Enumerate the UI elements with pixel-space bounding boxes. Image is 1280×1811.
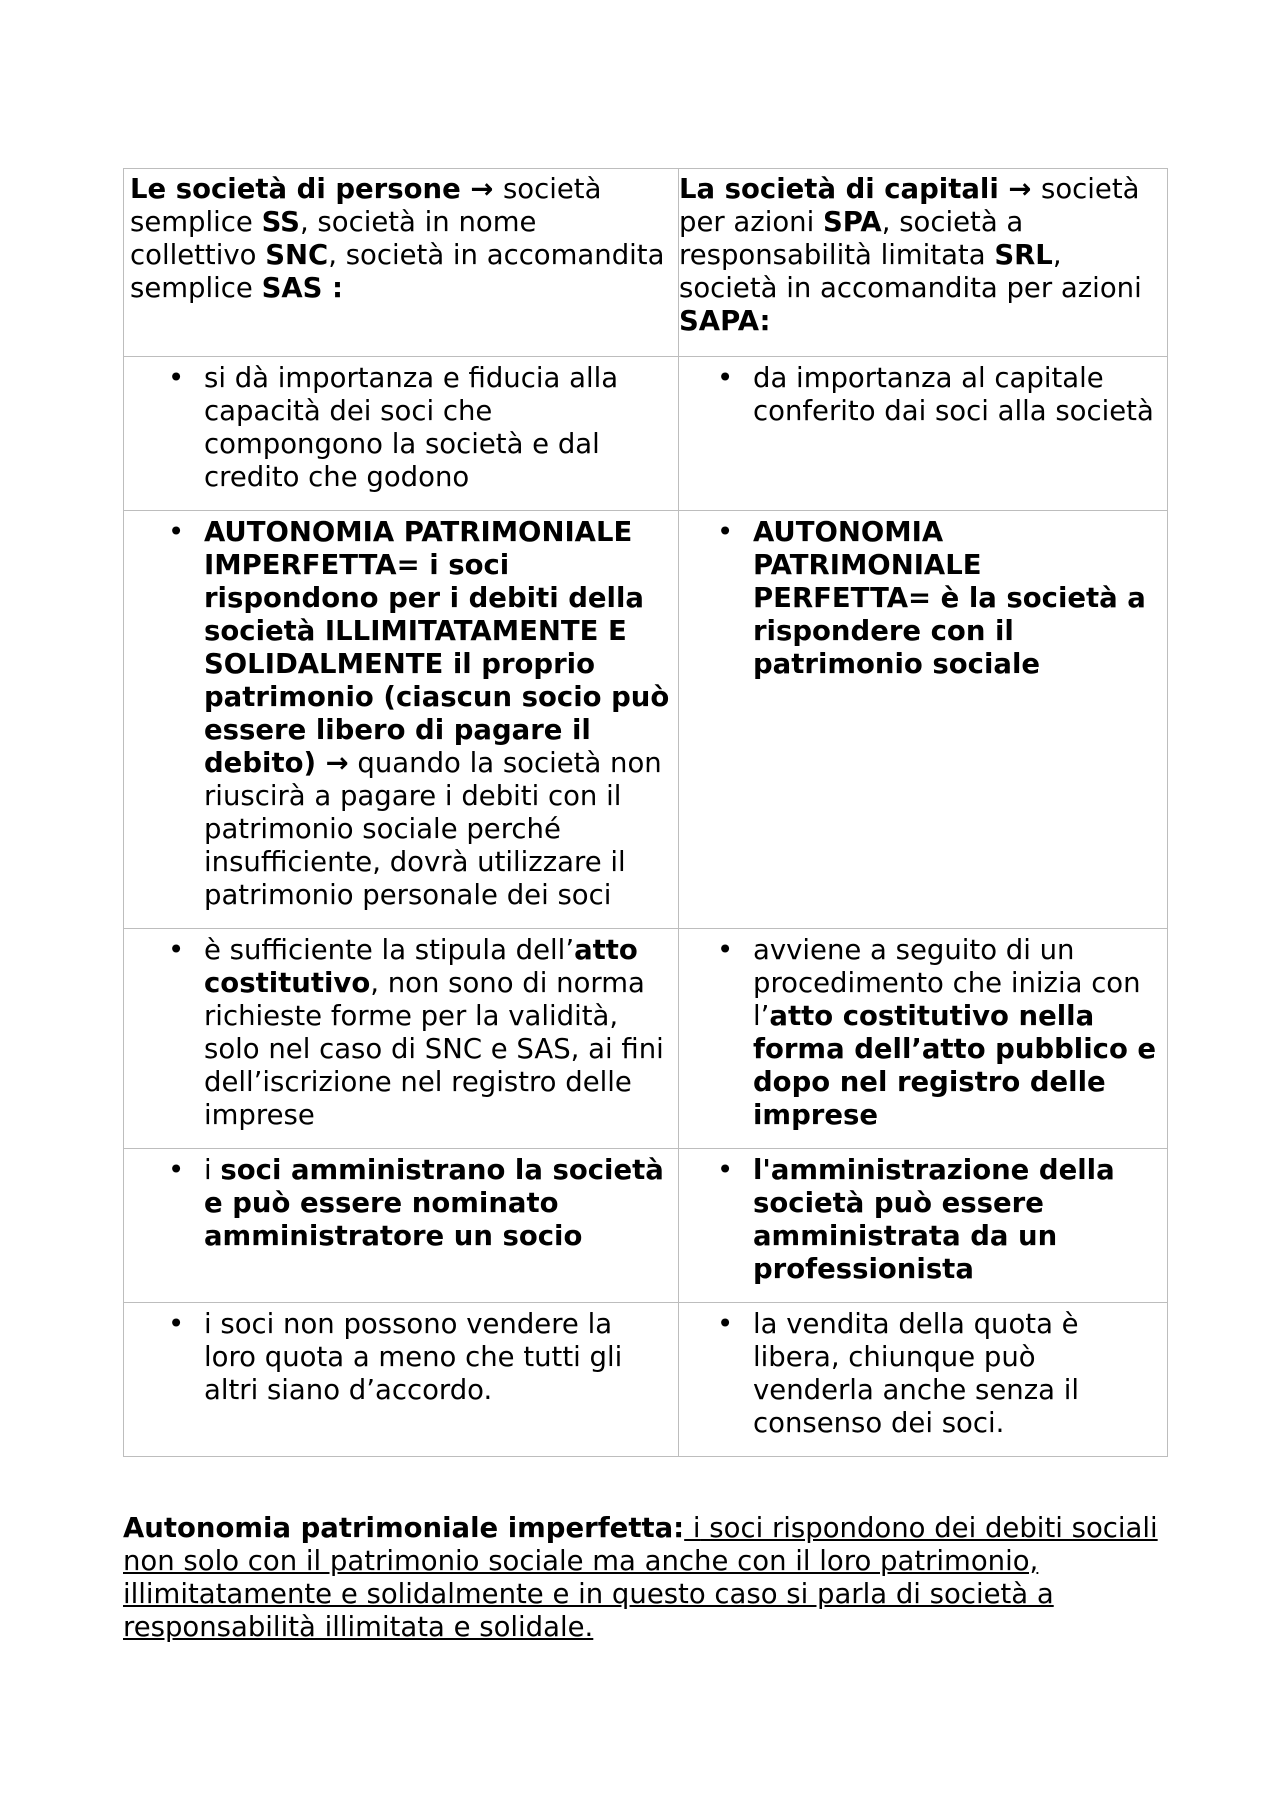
bullet-icon: • (168, 1154, 185, 1186)
cell-text: , non sono di norma richieste forme per la validità, solo nel caso di SNC e SAS, ai fini dell’iscrizione nel registro delle imprese (204, 967, 664, 1131)
cell-bold-text: AUTONOMIA PATRIMONIALE IMPERFETTA= i soci rispondono per i debiti della società ILLIMITATAMENTE E SOLIDALMENTE il proprio patrimonio (ciascun socio può essere libero di pagare il debito) → (204, 516, 670, 779)
cell-text: si dà importanza e fiducia alla capacità dei soci che compongono la società e dal credito che godono (204, 362, 619, 493)
bullet-icon: • (168, 1308, 185, 1340)
note-lead: i (684, 1512, 701, 1544)
table-cell (124, 511, 679, 929)
header-text: , società in accomandita per azioni (679, 239, 1142, 304)
cell-text: quando la società non riuscirà a pagare i debiti con il patrimonio sociale perché insufficiente, dovrà utilizzare il patrimonio personale dei soci (204, 747, 662, 911)
cell-bold-text: soci amministrano la società e può essere nominato amministratore un socio (204, 1154, 664, 1252)
bullet-icon: • (717, 934, 734, 966)
table-cell (679, 929, 1168, 1149)
table-cell (124, 357, 679, 511)
bullet-icon: • (168, 934, 185, 966)
table-cell (679, 357, 1168, 511)
note-text: soci rispondono dei debiti sociali non solo con il patrimonio sociale ma anche con il loro patrimonio, illimitatamente e solidalmente e in questo caso si parla di società a responsabilità illimitata e solidale. (123, 1512, 1158, 1643)
header-cell-capitali (679, 169, 1168, 357)
table-cell (679, 1149, 1168, 1303)
table-header-row (124, 169, 1168, 357)
header-text: , società in accomandita semplice (130, 239, 665, 304)
table-row (124, 929, 1168, 1149)
bullet-icon: • (717, 1308, 734, 1340)
header-title: Le società di persone (130, 173, 461, 205)
table-cell (679, 1303, 1168, 1457)
cell-text: i (204, 1154, 221, 1186)
header-text: società per azioni (679, 173, 1140, 238)
header-abbr: SRL (994, 239, 1053, 271)
cell-text: la vendita della quota è libera, chiunque può venderla anche senza il consenso dei soci. (753, 1308, 1080, 1439)
cell-bold-text: atto costitutivo (204, 934, 638, 999)
table-cell (124, 1149, 679, 1303)
bullet-icon: • (717, 516, 734, 548)
cell-text: i soci non possono vendere la loro quota a meno che tutti gli altri siano d’accordo. (204, 1308, 623, 1406)
bullet-icon: • (168, 516, 185, 548)
header-abbr: SAS : (261, 272, 344, 304)
table-cell (679, 511, 1168, 929)
header-text: , società in nome collettivo (130, 206, 537, 271)
cell-bold-text: AUTONOMIA PATRIMONIALE PERFETTA= è la società a rispondere con il patrimonio sociale (753, 516, 1146, 680)
header-abbr: SAPA: (679, 305, 771, 337)
header-cell-persone (124, 169, 679, 357)
cell-bold-text: atto costitutivo nella forma dell’atto pubblico e dopo nel registro delle imprese (753, 1000, 1157, 1131)
bullet-icon: • (717, 362, 734, 394)
header-abbr: SPA (823, 206, 882, 238)
arrow: → (998, 173, 1041, 205)
cell-text: da importanza al capitale conferito dai soci alla società (753, 362, 1154, 427)
table-row (124, 511, 1168, 929)
header-text: società semplice (130, 173, 602, 238)
table-row (124, 1303, 1168, 1457)
cell-text: avviene a seguito di un procedimento che inizia con l’ (753, 934, 1141, 1032)
header-abbr: SNC (265, 239, 329, 271)
cell-text: è sufficiente la stipula dell’ (204, 934, 575, 966)
header-text: , società a responsabilità limitata (679, 206, 1024, 271)
arrow: → (460, 173, 503, 205)
table-cell (124, 929, 679, 1149)
table-row (124, 357, 1168, 511)
table-row (124, 1149, 1168, 1303)
header-abbr: SS (261, 206, 300, 238)
header-title: La società di capitali (679, 173, 999, 205)
table-cell (124, 1303, 679, 1457)
bullet-icon: • (717, 1154, 734, 1186)
definition-note (123, 1512, 1183, 1644)
cell-bold-text: l'amministrazione della società può essere amministrata da un professionista (753, 1154, 1115, 1285)
note-label: Autonomia patrimoniale imperfetta: (123, 1512, 685, 1544)
bullet-icon: • (168, 362, 185, 394)
comparison-table (123, 168, 1168, 1457)
